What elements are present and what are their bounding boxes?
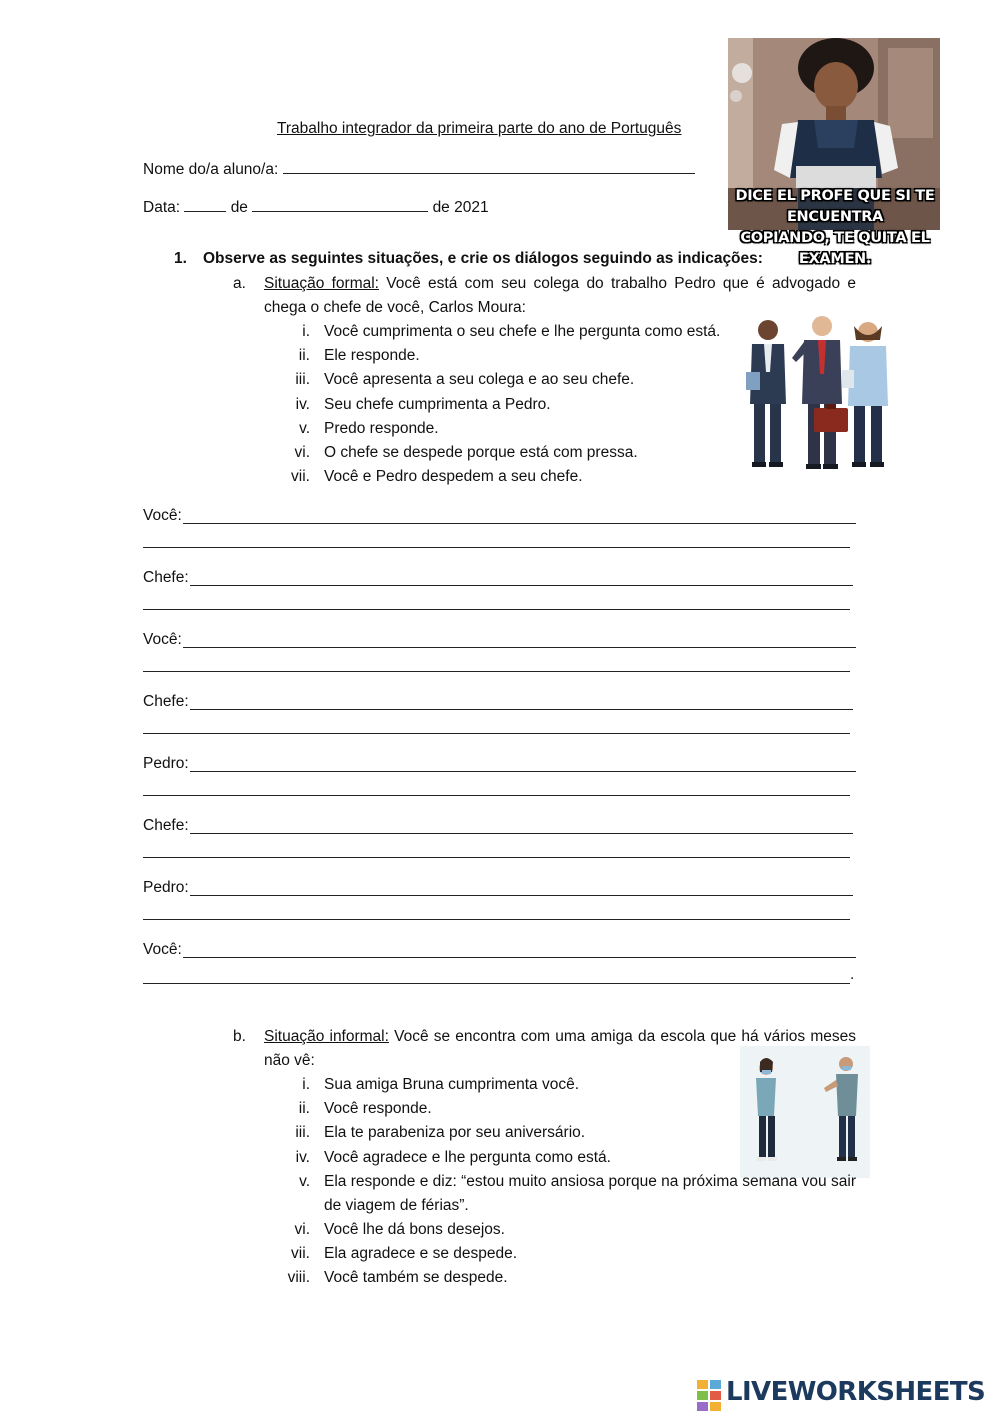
speaker-label: Você: bbox=[143, 941, 182, 958]
list-item: viii. Você também se despede. bbox=[287, 1269, 508, 1287]
situation-label: Situação informal: bbox=[264, 1028, 389, 1045]
question-number: 1. bbox=[174, 250, 187, 267]
list-item: i. Sua amiga Bruna cumprimenta você. bbox=[302, 1076, 580, 1093]
list-item: v. Ela responde e diz: “estou muito ansiosa porque na próxima semana vou sair de viagem de férias”. bbox=[299, 1172, 856, 1214]
dialogue-continuation-line[interactable] bbox=[143, 547, 850, 548]
speaker-label: Chefe: bbox=[143, 693, 189, 710]
list-item: iv. Seu chefe cumprimenta a Pedro. bbox=[295, 395, 551, 413]
list-item: iii. Ela te parabeniza por seu aniversário. bbox=[295, 1124, 586, 1142]
list-item: ii. Você responde. bbox=[298, 1100, 432, 1118]
list-item: vii. Você e Pedro despedem a seu chefe. bbox=[291, 468, 583, 486]
dialogue-continuation-line[interactable] bbox=[143, 795, 850, 796]
speaker-label: Pedro: bbox=[143, 755, 189, 772]
dialogue-line-chefe-1[interactable] bbox=[143, 568, 856, 590]
name-field-row bbox=[143, 159, 695, 179]
dialogue-line-chefe-3[interactable] bbox=[143, 816, 856, 838]
list-item: ii. Ele responde. bbox=[298, 347, 420, 365]
dialogue-continuation-line[interactable] bbox=[143, 671, 850, 672]
dialogue-continuation-line[interactable] bbox=[143, 919, 850, 920]
situation-text: Você se encontra com uma amiga da escola que há vários meses não vê: bbox=[264, 1028, 857, 1069]
date-field-row bbox=[143, 197, 489, 217]
worksheet-title: Trabalho integrador da primeira parte do ano de Português bbox=[277, 120, 682, 137]
list-item: vi. O chefe se despede porque está com pressa. bbox=[294, 443, 638, 461]
question-1 bbox=[174, 250, 763, 268]
speaker-label: Você: bbox=[143, 631, 182, 648]
dialogue-continuation-line[interactable] bbox=[143, 733, 850, 734]
business-people-illustration bbox=[738, 312, 908, 482]
dialogue-line-chefe-2[interactable] bbox=[143, 692, 856, 714]
dialogue-continuation-line[interactable] bbox=[143, 857, 850, 858]
situation-b-steps bbox=[270, 1073, 856, 1290]
date-de-label: de bbox=[230, 199, 248, 216]
dialogue-line-pedro-1[interactable] bbox=[143, 754, 856, 776]
dialogue-continuation-line[interactable] bbox=[143, 983, 850, 984]
name-label: Nome do/a aluno/a: bbox=[143, 161, 279, 178]
name-blank[interactable] bbox=[283, 159, 695, 174]
speaker-label: Chefe: bbox=[143, 817, 189, 834]
speaker-label: Você: bbox=[143, 507, 182, 524]
date-month-blank[interactable] bbox=[252, 197, 428, 212]
situation-text: Você está com seu colega do trabalho Pedro que é advogado e chega o chefe de você, Carlos Moura: bbox=[264, 275, 856, 316]
date-year-label: de 2021 bbox=[432, 199, 489, 216]
list-item: i. Você cumprimenta o seu chefe e lhe pergunta como está. bbox=[302, 323, 721, 340]
dialogue-continuation-line[interactable] bbox=[143, 609, 850, 610]
liveworksheets-logo-text: LIVEWORKSHEETS bbox=[726, 1377, 986, 1407]
dialogue-end-mark: . bbox=[850, 966, 855, 983]
situation-letter: b. bbox=[233, 1028, 246, 1045]
dialogue-line-voce-1[interactable] bbox=[143, 506, 856, 528]
speaker-label: Pedro: bbox=[143, 879, 189, 896]
date-label: Data: bbox=[143, 199, 181, 216]
list-item: v. Predo responde. bbox=[299, 419, 439, 437]
list-item: vii. Ela agradece e se despede. bbox=[291, 1244, 518, 1262]
list-item: vi. Você lhe dá bons desejos. bbox=[294, 1220, 505, 1238]
meme-caption: DICE EL PROFE QUE SI TE ENCUENTRA COPIANDO, TE QUITA EL EXAMEN. bbox=[735, 188, 935, 267]
dialogue-line-voce-2[interactable] bbox=[143, 630, 856, 652]
list-item: iv. Você agradece e lhe pergunta como está. bbox=[295, 1148, 611, 1166]
situation-label: Situação formal: bbox=[264, 275, 379, 292]
situation-letter: a. bbox=[233, 275, 246, 292]
speaker-label: Chefe: bbox=[143, 569, 189, 586]
situation-a-steps bbox=[270, 320, 810, 489]
list-item: iii. Você apresenta a seu colega e ao seu chefe. bbox=[295, 371, 635, 389]
dialogue-line-voce-3[interactable] bbox=[143, 940, 856, 962]
liveworksheets-logo-icon bbox=[697, 1378, 723, 1412]
question-text: Observe as seguintes situações, e crie os diálogos seguindo as indicações: bbox=[203, 250, 763, 267]
date-day-blank[interactable] bbox=[184, 197, 226, 212]
dialogue-line-pedro-2[interactable] bbox=[143, 878, 856, 900]
